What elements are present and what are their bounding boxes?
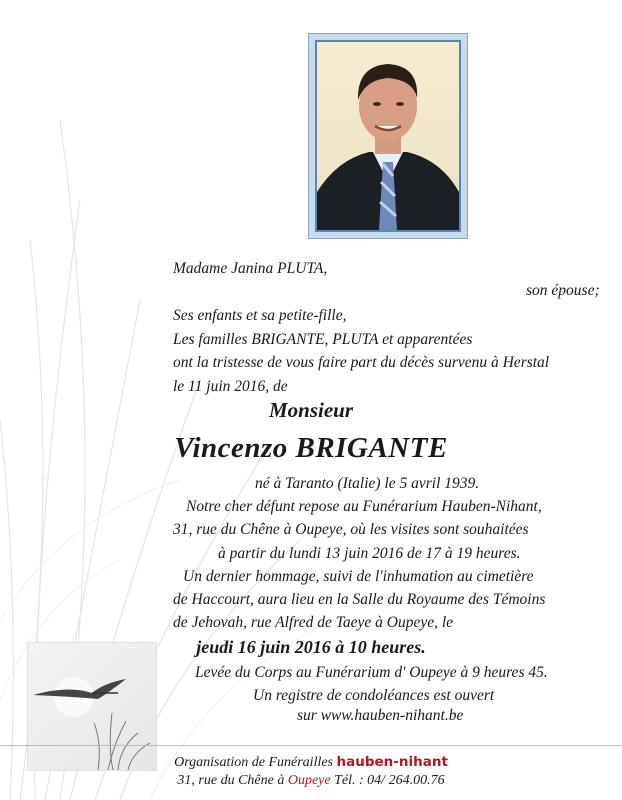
- footer-address: [0, 773, 622, 789]
- portrait-frame: [308, 33, 468, 239]
- detail-line-4: à partir du lundi 13 juin 2016 de 17 à 19 heures.: [218, 545, 521, 562]
- footer-phone: Tél. : 04/ 264.00.76: [334, 773, 445, 788]
- detail-line-3: 31, rue du Chêne à Oupeye, où les visites sont souhaitées: [173, 521, 529, 538]
- deceased-name: Vincenzo BRIGANTE: [174, 432, 448, 464]
- footer-divider: [0, 745, 622, 746]
- intro-line-1: Madame Janina PLUTA,: [173, 260, 328, 277]
- detail-line-6: de Haccourt, aura lieu en la Salle du Royaume des Témoins: [173, 591, 546, 608]
- footer-town: Oupeye: [287, 773, 331, 788]
- footer-address-prefix: 31, rue du Chêne à: [177, 773, 285, 788]
- funeral-date: jeudi 16 juin 2016 à 10 heures.: [196, 637, 426, 657]
- bird-vignette: [27, 642, 157, 771]
- intro-line-3: Ses enfants et sa petite-fille,: [173, 307, 347, 324]
- brand-logo: hauben-nihant: [336, 754, 448, 770]
- detail-line-2: Notre cher défunt repose au Funérarium Hauben-Nihant,: [186, 498, 542, 515]
- detail-line-7: de Jehovah, rue Alfred de Taeye à Oupeye, le: [173, 614, 454, 631]
- closing-line-3: sur www.hauben-nihant.be: [297, 707, 464, 724]
- portrait-photo: [315, 40, 461, 232]
- footer-org: [0, 754, 622, 771]
- detail-line-5: Un dernier hommage, suivi de l'inhumation au cimetière: [183, 568, 534, 585]
- intro-line-2: son épouse;: [526, 282, 600, 299]
- closing-line-2: Un registre de condoléances est ouvert: [253, 687, 495, 704]
- intro-line-6: le 11 juin 2016, de: [173, 378, 288, 395]
- intro-line-5: ont la tristesse de vous faire part du décès survenu à Herstal: [173, 354, 550, 371]
- intro-line-4: Les familles BRIGANTE, PLUTA et apparentées: [173, 331, 473, 348]
- footer-org-prefix: Organisation de Funérailles: [174, 755, 334, 770]
- honorific-title: Monsieur: [268, 398, 354, 422]
- closing-line-1: Levée du Corps au Funérarium d' Oupeye à 9 heures 45.: [195, 664, 548, 681]
- detail-line-1: né à Taranto (Italie) le 5 avril 1939.: [255, 475, 480, 492]
